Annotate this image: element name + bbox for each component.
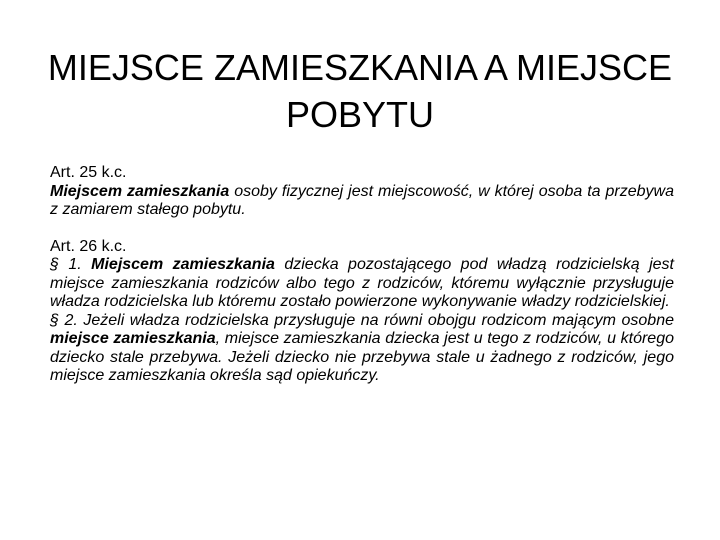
title-line-2: POBYTU <box>285 94 435 135</box>
art25-ref: Art. 25 k.c. <box>50 164 127 181</box>
art26-p1-text: dziecka pozostającego pod władzą rodzicielską jest miejsce zamieszkania rodziców albo tego z rodziców, któremu wyłącznie przysługuje władza rodzicielska lub któremu zostało powierzone wykonywanie władzy rodzicielskiej. <box>50 256 674 310</box>
art26-ref: Art. 26 k.c. <box>50 237 127 255</box>
art26-p2-text-b: , miejsce zamieszkania dziecka jest u tego z rodziców, u którego dziecko stale przebywa. Jeżeli dziecko nie przebywa stale u żadnego z rodziców, jego miejsce zamieszkania określa sąd opiekuńczy. <box>50 330 674 384</box>
slide-body <box>50 164 674 386</box>
art26-p2-term: miejsce zamieszkania <box>50 330 216 347</box>
art26-p1-prefix: § 1. <box>50 256 92 273</box>
art25-paragraph <box>50 183 674 220</box>
art26-p2-text-a: § 2. Jeżeli władza rodzicielska przysługuje na równi obojgu rodzicom mającym osobne <box>50 311 674 329</box>
slide-title <box>20 44 700 138</box>
art26-p1-term: Miejscem zamieszkania <box>91 256 275 273</box>
art26-paragraph-2 <box>50 312 674 386</box>
art26-paragraph-1 <box>50 256 674 312</box>
title-line-1: MIEJSCE ZAMIESZKANIA A MIEJSCE <box>47 47 673 88</box>
art25-term: Miejscem zamieszkania <box>50 182 230 200</box>
art25-text: osoby fizycznej jest miejscowość, w której osoba ta przebywa z zamiarem stałego pobytu. <box>50 182 675 218</box>
